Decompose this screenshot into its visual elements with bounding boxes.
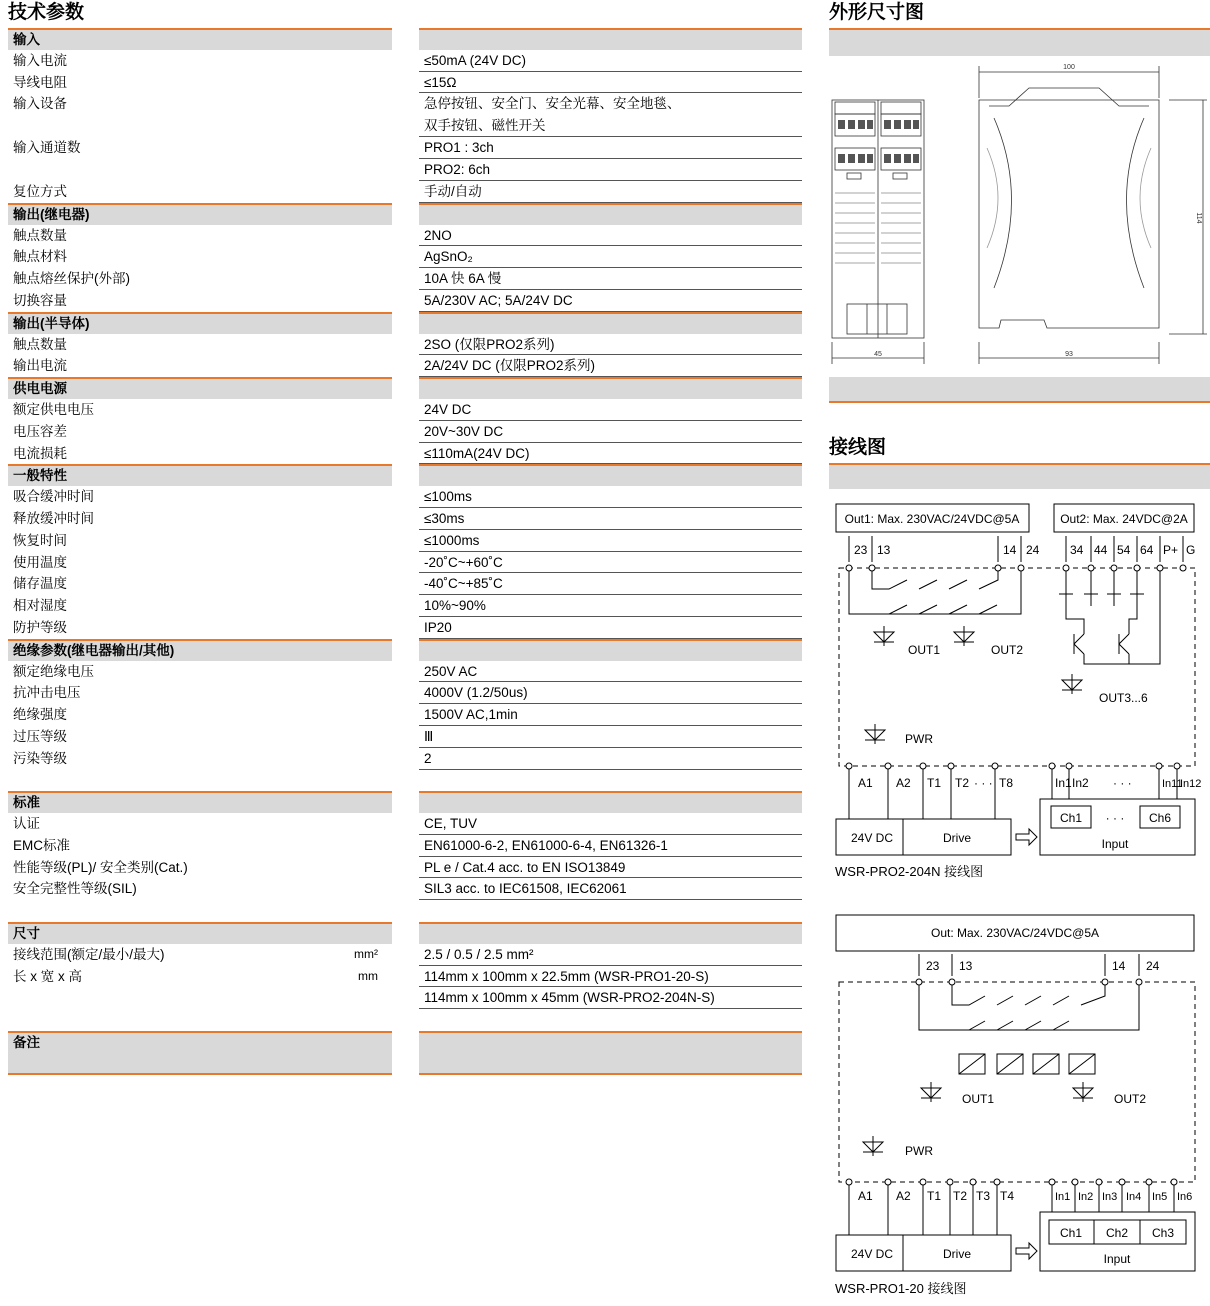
section-title: 标准 bbox=[8, 791, 392, 813]
spec-label bbox=[8, 443, 392, 465]
d2-term-t3: T3 bbox=[976, 1189, 991, 1203]
section-header bbox=[8, 464, 802, 486]
spec-value: 24V DC bbox=[419, 399, 802, 421]
spec-label-text: 触点数量 bbox=[13, 227, 67, 243]
spec-label bbox=[8, 50, 392, 72]
spec-row bbox=[8, 181, 802, 203]
spec-row bbox=[8, 966, 802, 988]
spec-value: IP20 bbox=[419, 617, 802, 639]
spec-label bbox=[8, 944, 392, 966]
section-title: 输出(半导体) bbox=[8, 312, 392, 334]
spec-label bbox=[8, 181, 392, 203]
spec-row bbox=[8, 682, 802, 704]
spec-label-text: 输入设备 bbox=[13, 96, 67, 112]
d1-ch1-label: Ch1 bbox=[1059, 811, 1083, 825]
spec-label bbox=[8, 857, 392, 879]
spec-value: ≤50mA (24V DC) bbox=[419, 50, 802, 72]
d1-term-24: 24 bbox=[1026, 543, 1040, 557]
spec-value: AgSnO₂ bbox=[419, 246, 802, 268]
d2-led-pwr: PWR bbox=[905, 1144, 933, 1158]
d2-ch1-label: Ch1 bbox=[1059, 1226, 1083, 1240]
d1-led-out1: OUT1 bbox=[908, 643, 941, 657]
d2-term-in3: In3 bbox=[1102, 1191, 1118, 1203]
spec-value: 5A/230V AC; 5A/24V DC bbox=[419, 290, 802, 312]
spec-row bbox=[8, 508, 802, 530]
spec-unit: mm bbox=[358, 968, 378, 983]
d1-term-t2: T2 bbox=[955, 776, 970, 790]
spec-value: 2A/24V DC (仅限PRO2系列) bbox=[419, 355, 802, 377]
spec-value: PRO1 : 3ch bbox=[419, 137, 802, 159]
d1-term-34: 34 bbox=[1070, 543, 1084, 557]
spec-value: 4000V (1.2/50us) bbox=[419, 682, 802, 704]
dim-height: 114 bbox=[1195, 212, 1202, 224]
spec-value: PL e / Cat.4 acc. to EN ISO13849 bbox=[419, 857, 802, 879]
section-header bbox=[8, 639, 802, 661]
spec-label bbox=[8, 508, 392, 530]
spec-label-text: 过压等级 bbox=[13, 728, 67, 744]
spec-value: -40˚C~+85˚C bbox=[419, 573, 802, 595]
spec-row bbox=[8, 399, 802, 421]
dimension-drawing bbox=[829, 58, 1210, 374]
spec-value: ≤100ms bbox=[419, 486, 802, 508]
d2-term-in4: In4 bbox=[1126, 1191, 1142, 1203]
d1-led-out36: OUT3...6 bbox=[1099, 691, 1148, 705]
spec-label bbox=[8, 661, 392, 683]
spec-value: 20V~30V DC bbox=[419, 421, 802, 443]
spec-label-text: 导线电阻 bbox=[13, 74, 67, 90]
spec-row bbox=[8, 617, 802, 639]
spec-label bbox=[8, 617, 392, 639]
spec-label bbox=[8, 225, 392, 247]
d2-term-a2: A2 bbox=[896, 1189, 911, 1203]
section-title: 绝缘参数(继电器输出/其他) bbox=[8, 639, 392, 661]
spec-label-text: 输入电流 bbox=[13, 52, 67, 68]
spec-row bbox=[8, 443, 802, 465]
spec-row bbox=[8, 268, 802, 290]
d1-term-44: 44 bbox=[1094, 543, 1108, 557]
d1-out1-label: Out1: Max. 230VAC/24VDC@5A bbox=[844, 512, 1020, 526]
d2-term-14: 14 bbox=[1112, 959, 1126, 973]
spec-row bbox=[8, 50, 802, 72]
d2-term-24: 24 bbox=[1146, 959, 1160, 973]
spec-label bbox=[8, 72, 392, 94]
dim-front-width: 45 bbox=[874, 351, 882, 358]
notes-row bbox=[8, 1031, 802, 1079]
spec-label-text: 复位方式 bbox=[13, 183, 67, 199]
spec-label-text: 释放缓冲时间 bbox=[13, 510, 94, 526]
spec-label bbox=[8, 268, 392, 290]
d1-term-14: 14 bbox=[1003, 543, 1017, 557]
d1-term-in12: In12 bbox=[1180, 778, 1202, 790]
spec-row bbox=[8, 573, 802, 595]
spec-value: 2NO bbox=[419, 225, 802, 247]
spec-label bbox=[8, 835, 392, 857]
wiring-header-bar bbox=[829, 463, 1210, 489]
spec-label-text: 触点熔丝保护(外部) bbox=[13, 271, 130, 287]
d2-term-in2: In2 bbox=[1078, 1191, 1094, 1203]
dim-width-top: 100 bbox=[1063, 64, 1075, 71]
d1-term-54: 54 bbox=[1117, 543, 1131, 557]
spec-label bbox=[8, 878, 392, 900]
section-title: 供电电源 bbox=[8, 377, 392, 399]
spec-row bbox=[8, 813, 802, 835]
spec-row bbox=[8, 857, 802, 879]
spec-value: -20˚C~+60˚C bbox=[419, 552, 802, 574]
spec-label bbox=[8, 813, 392, 835]
d2-term-13: 13 bbox=[959, 959, 973, 973]
wiring-diagram-pro2 bbox=[829, 494, 1210, 886]
d1-led-pwr: PWR bbox=[905, 732, 933, 746]
spec-label-text: 认证 bbox=[13, 816, 40, 832]
spec-row bbox=[8, 987, 802, 1009]
spec-row bbox=[8, 944, 802, 966]
spec-label bbox=[8, 137, 392, 159]
d1-dots: · · · bbox=[974, 776, 993, 790]
spec-value: ≤110mA(24V DC) bbox=[419, 443, 802, 465]
d2-caption: WSR-PRO1-20 接线图 bbox=[835, 1281, 967, 1296]
spec-row bbox=[8, 704, 802, 726]
spec-label-text: 绝缘强度 bbox=[13, 707, 67, 723]
spec-label-text: 输出电流 bbox=[13, 358, 67, 374]
spec-row bbox=[8, 159, 802, 181]
spec-value: 10%~90% bbox=[419, 595, 802, 617]
spec-row bbox=[8, 552, 802, 574]
d2-ch3-label: Ch3 bbox=[1151, 1226, 1175, 1240]
spec-label-text: 切换容量 bbox=[13, 292, 67, 308]
spec-label-text: 输入通道数 bbox=[13, 140, 81, 156]
spec-row bbox=[8, 726, 802, 748]
d1-drive-label: Drive bbox=[942, 831, 972, 845]
section-header bbox=[8, 28, 802, 50]
d1-term-23: 23 bbox=[854, 543, 868, 557]
d1-term-in1: In1 bbox=[1055, 776, 1072, 790]
spec-row bbox=[8, 748, 802, 770]
spec-label-text: 长 x 宽 x 高 bbox=[13, 968, 83, 984]
spec-value: 2 bbox=[419, 748, 802, 770]
notes-title: 备注 bbox=[8, 1031, 392, 1075]
d1-caption: WSR-PRO2-204N 接线图 bbox=[835, 864, 984, 879]
spec-label bbox=[8, 704, 392, 726]
spec-value: ≤15Ω bbox=[419, 72, 802, 94]
spec-label bbox=[8, 334, 392, 356]
d2-term-t2: T2 bbox=[953, 1189, 968, 1203]
d2-led-out1: OUT1 bbox=[962, 1092, 995, 1106]
spec-row bbox=[8, 486, 802, 508]
d2-term-t4: T4 bbox=[1000, 1189, 1015, 1203]
d2-input-label: Input bbox=[1103, 1252, 1131, 1266]
notes-value bbox=[419, 1031, 802, 1075]
spec-label-text: 防护等级 bbox=[13, 619, 67, 635]
spec-label-text: 额定绝缘电压 bbox=[13, 663, 94, 679]
section-title: 一般特性 bbox=[8, 464, 392, 486]
d1-out2-label: Out2: Max. 24VDC@2A bbox=[1060, 512, 1188, 526]
spec-value: PRO2: 6ch bbox=[419, 159, 802, 181]
section-header bbox=[8, 377, 802, 399]
d2-term-in6: In6 bbox=[1177, 1191, 1193, 1203]
d1-term-in2: In2 bbox=[1072, 776, 1089, 790]
spec-label bbox=[8, 159, 392, 181]
spec-row bbox=[8, 246, 802, 268]
section-title: 尺寸 bbox=[8, 922, 392, 944]
spec-value: 114mm x 100mm x 22.5mm (WSR-PRO1-20-S) bbox=[419, 966, 802, 988]
d2-supply-label: 24V DC bbox=[850, 1247, 894, 1261]
spec-value: SIL3 acc. to IEC61508, IEC62061 bbox=[419, 878, 802, 900]
spacer-row bbox=[8, 900, 802, 922]
d2-term-23: 23 bbox=[926, 959, 940, 973]
dim-side-width: 93 bbox=[1065, 351, 1073, 358]
d2-drive-label: Drive bbox=[942, 1247, 972, 1261]
spec-label-text: 电压容差 bbox=[13, 423, 67, 439]
specs-title: 技术参数 bbox=[8, 2, 85, 23]
spec-label-text: 性能等级(PL)/ 安全类别(Cat.) bbox=[13, 859, 188, 875]
spec-label bbox=[8, 421, 392, 443]
spec-label-text: 使用温度 bbox=[13, 554, 67, 570]
d2-ch2-label: Ch2 bbox=[1105, 1226, 1129, 1240]
spec-label bbox=[8, 399, 392, 421]
spec-value: 114mm x 100mm x 45mm (WSR-PRO2-204N-S) bbox=[419, 987, 802, 1009]
d1-term-t8: T8 bbox=[999, 776, 1014, 790]
section-header bbox=[8, 203, 802, 225]
spec-label-text: 相对湿度 bbox=[13, 598, 67, 614]
d1-term-pplus: P+ bbox=[1163, 543, 1179, 557]
spec-label-text: 抗冲击电压 bbox=[13, 685, 81, 701]
dimensions-title: 外形尺寸图 bbox=[829, 2, 925, 23]
section-header bbox=[8, 922, 802, 944]
spec-label bbox=[8, 595, 392, 617]
d2-term-t1: T1 bbox=[927, 1189, 942, 1203]
d1-input-label: Input bbox=[1101, 837, 1129, 851]
spec-label bbox=[8, 682, 392, 704]
d2-led-out2: OUT2 bbox=[1114, 1092, 1147, 1106]
spec-row bbox=[8, 334, 802, 356]
spec-value: CE, TUV bbox=[419, 813, 802, 835]
spec-value: 2SO (仅限PRO2系列) bbox=[419, 334, 802, 356]
spec-row bbox=[8, 225, 802, 247]
spec-row bbox=[8, 421, 802, 443]
spec-label-text: 安全完整性等级(SIL) bbox=[13, 881, 137, 897]
d1-ch6-label: Ch6 bbox=[1148, 811, 1172, 825]
d1-ch-dots: · · · bbox=[1105, 811, 1125, 825]
spec-label bbox=[8, 290, 392, 312]
spec-label bbox=[8, 726, 392, 748]
spec-row bbox=[8, 137, 802, 159]
spec-value: ≤30ms bbox=[419, 508, 802, 530]
spec-label-text: 触点数量 bbox=[13, 336, 67, 352]
spec-value: 手动/自动 bbox=[419, 181, 802, 203]
spec-label bbox=[8, 93, 392, 137]
spec-label bbox=[8, 552, 392, 574]
spec-label-text: 触点材料 bbox=[13, 249, 67, 265]
spec-label bbox=[8, 966, 392, 988]
wiring-diagram-pro1 bbox=[829, 910, 1210, 1306]
spec-label-text: 额定供电电压 bbox=[13, 401, 94, 417]
d1-term-64: 64 bbox=[1140, 543, 1154, 557]
spec-label-text: 污染等级 bbox=[13, 750, 67, 766]
spec-row bbox=[8, 93, 802, 137]
spec-row bbox=[8, 355, 802, 377]
spec-value: 10A 快 6A 慢 bbox=[419, 268, 802, 290]
spec-row bbox=[8, 530, 802, 552]
spec-label-text: 储存温度 bbox=[13, 576, 67, 592]
spec-unit: mm² bbox=[354, 946, 378, 961]
spec-label-text: 恢复时间 bbox=[13, 532, 67, 548]
d1-term-t1: T1 bbox=[927, 776, 942, 790]
spec-value: 2.5 / 0.5 / 2.5 mm² bbox=[419, 944, 802, 966]
spec-value: 250V AC bbox=[419, 661, 802, 683]
d1-term-a2: A2 bbox=[896, 776, 911, 790]
spec-value: Ⅲ bbox=[419, 726, 802, 748]
dimensions-footer-bar bbox=[829, 377, 1210, 403]
spec-row bbox=[8, 72, 802, 94]
spec-value: EN61000-6-2, EN61000-6-4, EN61326-1 bbox=[419, 835, 802, 857]
spec-label-text: EMC标准 bbox=[13, 837, 70, 853]
spec-label bbox=[8, 355, 392, 377]
section-header bbox=[8, 791, 802, 813]
spec-label bbox=[8, 573, 392, 595]
wiring-title: 接线图 bbox=[829, 437, 887, 458]
d2-out-label: Out: Max. 230VAC/24VDC@5A bbox=[930, 926, 1100, 940]
d1-supply-label: 24V DC bbox=[850, 831, 894, 845]
spec-value: ≤1000ms bbox=[419, 530, 802, 552]
d2-term-in1: In1 bbox=[1055, 1191, 1071, 1203]
spec-value: 急停按钮、安全门、安全光幕、安全地毯、 双手按钮、磁性开关 bbox=[419, 93, 802, 137]
d1-term-a1: A1 bbox=[858, 776, 873, 790]
d1-term-in11: In11 bbox=[1162, 778, 1183, 790]
section-title: 输入 bbox=[8, 28, 392, 50]
spec-row bbox=[8, 290, 802, 312]
spec-label bbox=[8, 748, 392, 770]
d2-term-a1: A1 bbox=[858, 1189, 873, 1203]
spec-label bbox=[8, 246, 392, 268]
spec-value: 1500V AC,1min bbox=[419, 704, 802, 726]
spec-row bbox=[8, 878, 802, 900]
spacer-row bbox=[8, 1009, 802, 1031]
spec-label-text: 接线范围(额定/最小/最大) bbox=[13, 946, 165, 962]
section-title: 输出(继电器) bbox=[8, 203, 392, 225]
dimensions-header-bar bbox=[829, 28, 1210, 56]
spacer-row bbox=[8, 770, 802, 792]
spec-label bbox=[8, 486, 392, 508]
d1-term-g: G bbox=[1186, 543, 1196, 557]
spec-row bbox=[8, 661, 802, 683]
spec-row bbox=[8, 595, 802, 617]
spec-label-text: 电流损耗 bbox=[13, 445, 67, 461]
spec-label bbox=[8, 987, 392, 1009]
spec-row bbox=[8, 835, 802, 857]
spec-label bbox=[8, 530, 392, 552]
spec-label-text: 吸合缓冲时间 bbox=[13, 489, 94, 505]
specs-table bbox=[8, 28, 802, 1079]
d2-term-in5: In5 bbox=[1152, 1191, 1168, 1203]
section-header bbox=[8, 312, 802, 334]
d1-in-dots: · · · bbox=[1113, 776, 1132, 790]
d1-led-out2: OUT2 bbox=[991, 643, 1024, 657]
d1-term-13: 13 bbox=[877, 543, 891, 557]
